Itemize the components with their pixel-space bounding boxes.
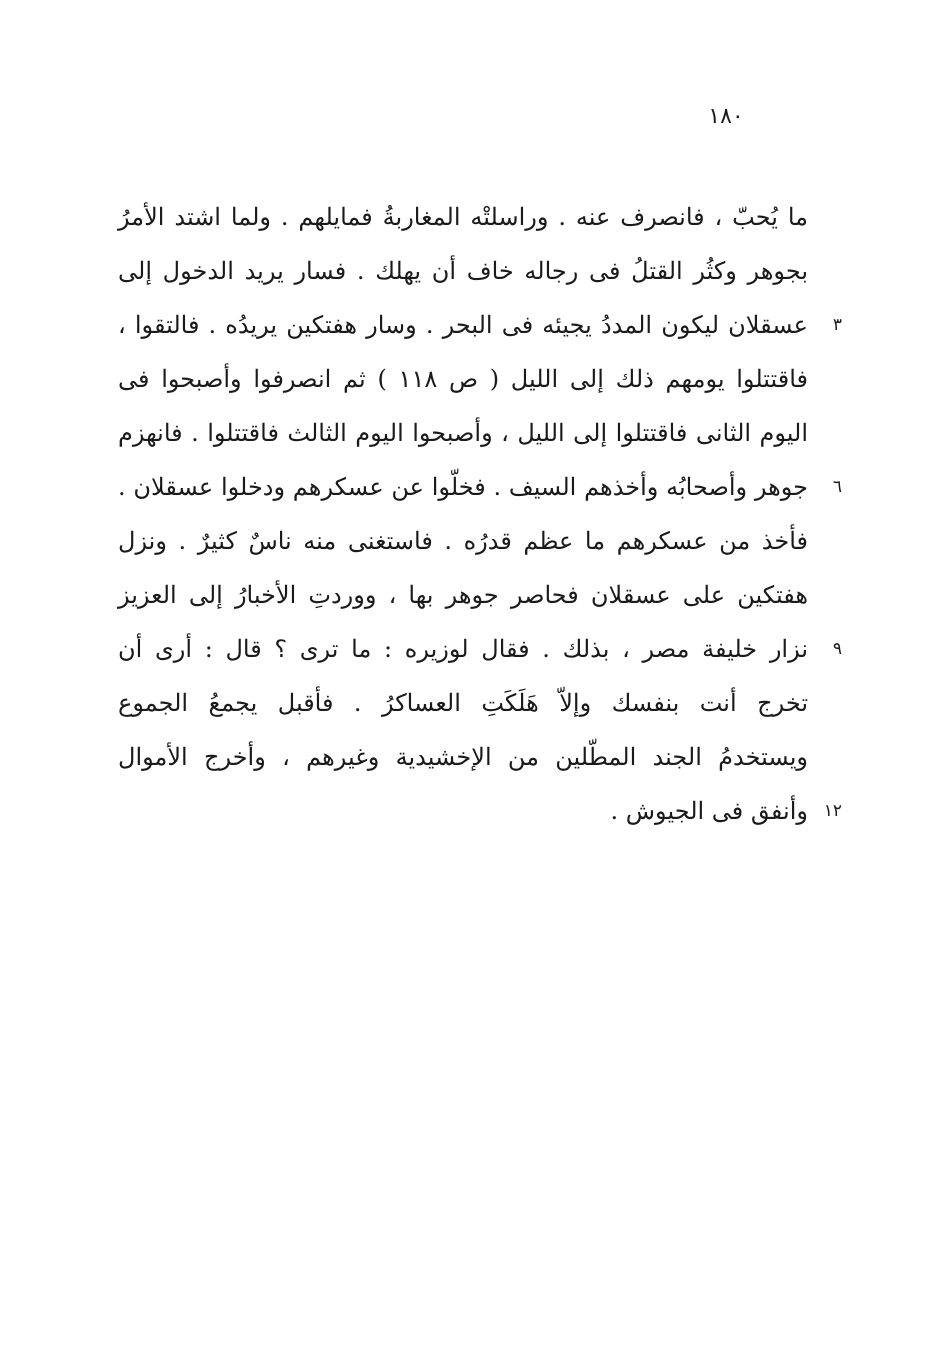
text-line-8: [118, 568, 808, 622]
text-line-1: [118, 190, 808, 244]
line-text: جوهر وأصحابُه وأخذهم السيف . فخلّوا عن عسكرهم ودخلوا عسقلان .: [118, 473, 808, 501]
line-text: تخرج أنت بنفسك وإلاّ هَلَكَتِ العساكرُ . فأقبل يجمعُ الجموع: [118, 689, 808, 717]
line-number: ١٢: [823, 801, 842, 821]
line-number: ٩: [832, 639, 842, 659]
text-line-11: [118, 730, 808, 784]
text-line-4: [118, 352, 808, 406]
line-text: وأنفق فى الجيوش .: [610, 797, 808, 825]
line-text: بجوهر وكثُر القتلُ فى رجاله خاف أن يهلك . فسار يريد الدخول إلى: [118, 257, 808, 285]
line-text: عسقلان ليكون المددُ يجيئه فى البحر . وسار هفتكين يريدُه . فالتقوا ،: [118, 311, 808, 339]
text-line-12: [118, 784, 842, 838]
line-text: ما يُحبّ ، فانصرف عنه . وراسلتْه المغاربةُ فمايلهم . ولما اشتد الأمرُ: [118, 203, 808, 231]
line-text: نزار خليفة مصر ، بذلك . فقال لوزيره : ما ترى ؟ قال : أرى أن: [118, 635, 808, 663]
body-text: [118, 190, 842, 838]
page-number: ١٨٠: [708, 104, 744, 129]
line-number: ٣: [832, 315, 842, 335]
text-line-3: [118, 298, 842, 352]
line-number: ٦: [832, 477, 842, 497]
text-line-10: [118, 676, 808, 730]
line-text: اليوم الثانى فاقتتلوا إلى الليل ، وأصبحوا اليوم الثالث فاقتتلوا . فانهزم: [118, 419, 808, 447]
text-line-7: [118, 514, 808, 568]
text-line-2: [118, 244, 808, 298]
line-text: ويستخدمُ الجند المطّلين من الإخشيدية وغيرهم ، وأخرج الأموال: [118, 743, 808, 771]
line-text: هفتكين على عسقلان فحاصر جوهر بها ، ووردتِ الأخبارُ إلى العزيز: [118, 581, 808, 609]
text-line-9: [118, 622, 842, 676]
line-text: فاقتتلوا يومهم ذلك إلى الليل ( ص ١١٨ ) ثم انصرفوا وأصبحوا فى: [118, 365, 809, 393]
line-text: فأخذ من عسكرهم ما عظم قدرُه . فاستغنى منه ناسٌ كثيرٌ . ونزل: [118, 527, 808, 555]
text-line-5: [118, 406, 808, 460]
text-line-6: [118, 460, 842, 514]
